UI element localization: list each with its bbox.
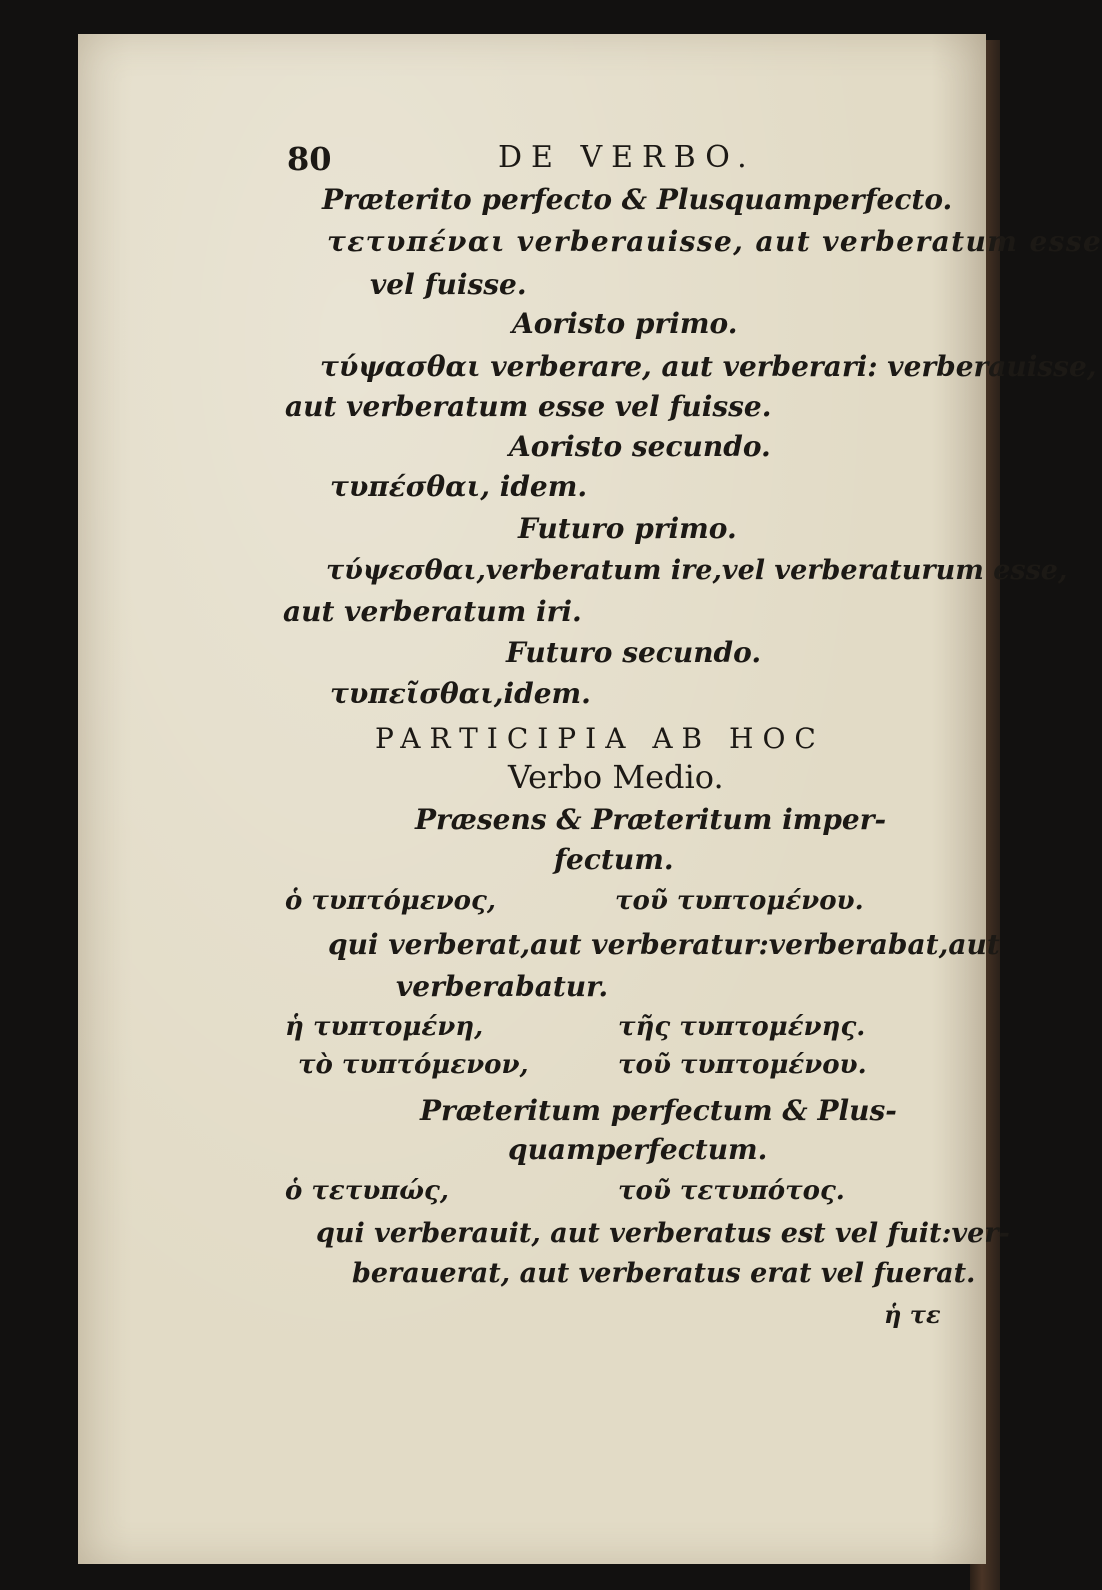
- text-line: fectum.: [554, 843, 674, 876]
- greek-form: τὸ τυπτόμενον,: [298, 1050, 529, 1080]
- text-line: Præteritum perfectum & Plus-: [420, 1094, 897, 1127]
- text-line: τυπέσθαι, idem.: [330, 470, 588, 503]
- greek-form: τοῦ τυπτομένου.: [618, 1050, 867, 1080]
- section-heading: PARTICIPIA AB HOC: [375, 722, 825, 755]
- greek-form: ἡ τυπτομένη,: [285, 1012, 484, 1042]
- greek-form: ὁ τυπτόμενος,: [285, 886, 496, 916]
- text-line: Præterito perfecto & Plusquamperfecto.: [322, 183, 953, 216]
- greek-form: τοῦ τετυπότος.: [618, 1176, 845, 1206]
- text-line: berauerat, aut verberatus erat vel fuerat.: [352, 1258, 976, 1289]
- text-line: qui verberauit, aut verberatus est vel fuit:ver-: [316, 1218, 1010, 1249]
- text-line: quamperfectum.: [508, 1133, 768, 1166]
- text-line: aut verberatum esse vel fuisse.: [285, 390, 772, 423]
- text-line: τετυπέναι verberauisse, aut verberatum esse: [327, 225, 1102, 258]
- text-line: Aoristo primo.: [512, 307, 738, 340]
- greek-form: ὁ τετυπώς,: [285, 1176, 449, 1206]
- text-line: τύψασθαι verberare, aut verberari: verberauisse,: [320, 350, 1097, 383]
- text-line: qui verberat,aut verberatur:verberabat,aut: [328, 928, 1000, 961]
- page-number: 80: [287, 140, 332, 178]
- text-line: Præsens & Præteritum imper-: [415, 803, 887, 836]
- greek-form: τῆς τυπτομένης.: [618, 1012, 866, 1042]
- greek-form: τοῦ τυπτομένου.: [615, 886, 864, 916]
- catchword: ἡ τε: [884, 1300, 941, 1329]
- text-line: Aoristo secundo.: [509, 430, 771, 463]
- text-line: Futuro secundo.: [506, 636, 762, 669]
- text-line: τυπεῖσθαι,idem.: [330, 677, 591, 710]
- book-page: [78, 34, 986, 1564]
- text-line: Futuro primo.: [518, 512, 737, 545]
- text-line: τύψεσθαι,verberatum ire,vel verberaturum esse,: [326, 555, 1068, 586]
- text-line: aut verberatum iri.: [283, 595, 582, 628]
- running-head: DE VERBO.: [498, 140, 756, 175]
- text-line: verberabatur.: [396, 970, 609, 1003]
- text-line: vel fuisse.: [370, 268, 527, 301]
- section-heading-subtitle: Verbo Medio.: [508, 758, 724, 796]
